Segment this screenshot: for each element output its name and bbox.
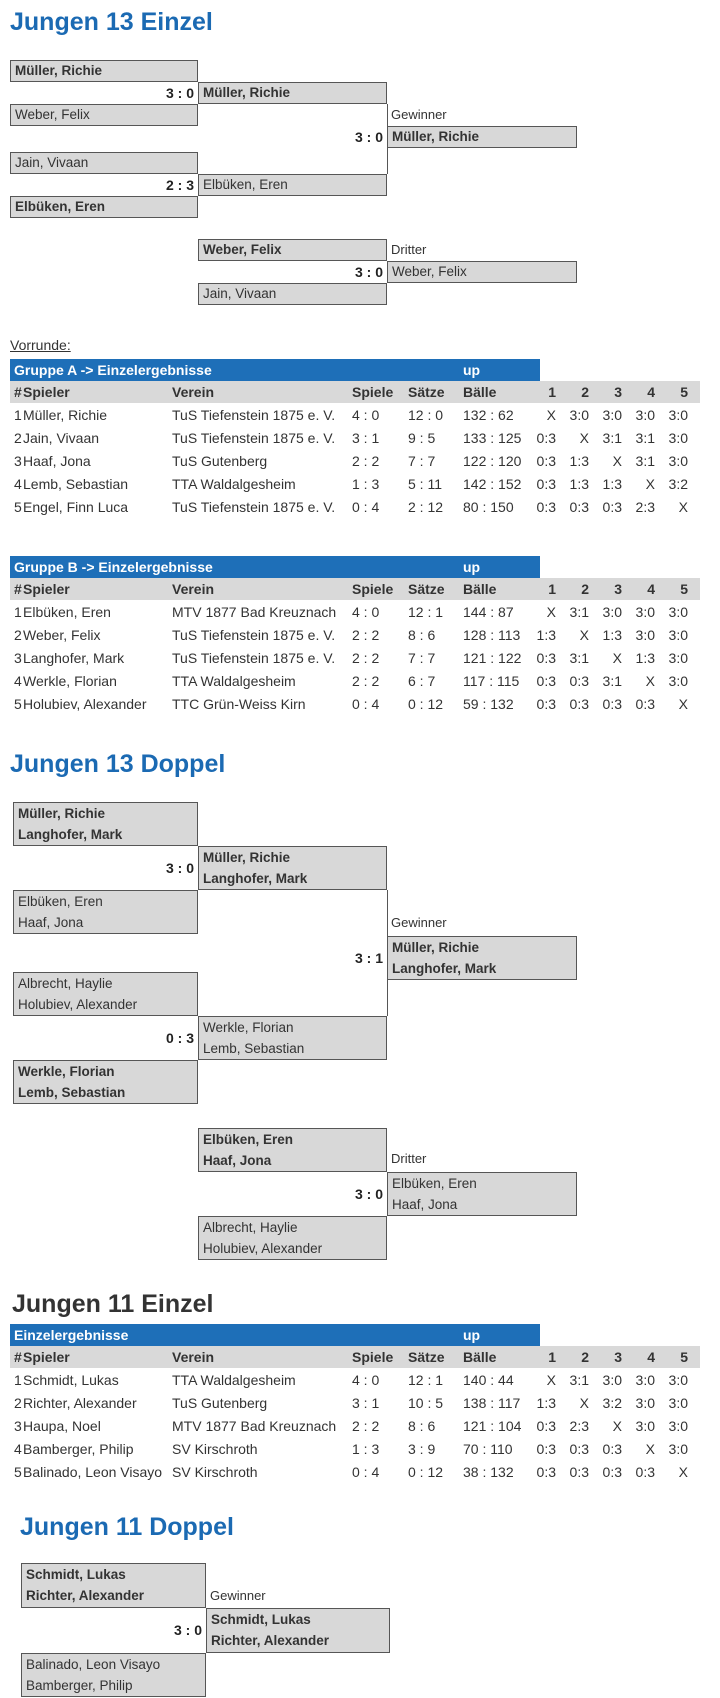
cell-balls: 142 : 152 <box>463 475 522 492</box>
cell-club: TTA Waldalgesheim <box>172 1371 296 1388</box>
cell-sets: 7 : 7 <box>408 452 436 469</box>
vorrunde-label: Vorrunde: <box>10 337 71 353</box>
cell-player: Weber, Felix <box>23 626 101 643</box>
col-5: 5 <box>655 1346 700 1368</box>
cell-balls: 140 : 44 <box>463 1371 514 1388</box>
col-4: 4 <box>622 381 655 403</box>
cell-club: TuS Tiefenstein 1875 e. V. <box>172 406 336 423</box>
cell-vs1: X <box>546 603 556 620</box>
cell-vs3: 3:0 <box>602 603 622 620</box>
cell-club: TuS Tiefenstein 1875 e. V. <box>172 498 336 515</box>
cell-games: 0 : 4 <box>352 1463 380 1480</box>
col-balls: Bälle <box>463 1346 523 1368</box>
section-title-jungen13-einzel: Jungen 13 Einzel <box>10 8 213 36</box>
table-row <box>10 449 700 472</box>
cell-vs2: 3:1 <box>569 1371 589 1388</box>
table-row <box>10 495 700 518</box>
match-score-third: 3 : 0 <box>354 264 383 280</box>
cell-games: 2 : 2 <box>352 452 380 469</box>
pair-player-1: Schmidt, Lukas <box>211 1612 311 1627</box>
col-1: 1 <box>523 1346 556 1368</box>
bracket-slot-third-top: Weber, Felix <box>198 239 387 261</box>
table-row <box>10 472 700 495</box>
cell-vs1: 0:3 <box>536 695 556 712</box>
cell-vs5: X <box>678 1463 688 1480</box>
cell-sets: 2 : 12 <box>408 498 444 515</box>
cell-vs1: 0:3 <box>536 1440 556 1457</box>
cell-vs4: 0:3 <box>635 695 655 712</box>
bracket-slot-sf2-winner: Elbüken, Eren <box>198 174 387 196</box>
cell-vs3: X <box>612 452 622 469</box>
cell-player: Elbüken, Eren <box>23 603 111 620</box>
cell-vs5: 3:0 <box>668 626 688 643</box>
cell-vs2: X <box>579 626 589 643</box>
cell-num: 5 <box>14 1463 22 1480</box>
cell-vs4: X <box>645 1440 655 1457</box>
winner-label: Gewinner <box>391 915 447 930</box>
cell-vs1: 0:3 <box>536 672 556 689</box>
winner-label: Gewinner <box>391 107 447 122</box>
cell-balls: 121 : 104 <box>463 1417 522 1434</box>
cell-club: TuS Gutenberg <box>172 452 268 469</box>
cell-player: Werkle, Florian <box>23 672 117 689</box>
cell-sets: 7 : 7 <box>408 649 436 666</box>
cell-balls: 80 : 150 <box>463 498 514 515</box>
cell-vs2: 0:3 <box>569 1463 589 1480</box>
col-games: Spiele <box>352 381 408 403</box>
col-2: 2 <box>556 1346 589 1368</box>
j11e-up-link[interactable]: up <box>463 1327 481 1343</box>
cell-vs4: 3:0 <box>635 603 655 620</box>
cell-club: SV Kirschroth <box>172 1440 258 1457</box>
cell-num: 3 <box>14 452 22 469</box>
bracket-slot-third-bottom: Jain, Vivaan <box>198 283 387 305</box>
cell-vs4: 3:0 <box>635 406 655 423</box>
col-player: Spieler <box>23 578 172 600</box>
section-title-jungen11-doppel: Jungen 11 Doppel <box>20 1513 234 1541</box>
cell-player: Haaf, Jona <box>23 452 91 469</box>
cell-games: 0 : 4 <box>352 498 380 515</box>
cell-num: 4 <box>14 475 22 492</box>
cell-player: Langhofer, Mark <box>23 649 125 666</box>
third-label: Dritter <box>391 242 427 257</box>
table-header-row <box>10 1346 700 1368</box>
bracket-slot-winner: Müller, Richie <box>387 126 577 148</box>
table-row <box>10 623 700 646</box>
cell-sets: 3 : 9 <box>408 1440 436 1457</box>
cell-club: MTV 1877 Bad Kreuznach <box>172 1417 337 1434</box>
cell-num: 2 <box>14 1394 22 1411</box>
cell-vs2: X <box>579 1394 589 1411</box>
cell-vs1: 1:3 <box>536 1394 556 1411</box>
bracket-slot-sf2-bottom <box>13 1060 198 1104</box>
cell-vs5: 3:0 <box>668 406 688 423</box>
col-sets: Sätze <box>408 1346 463 1368</box>
bracket-slot-sf2-top: Jain, Vivaan <box>10 152 198 174</box>
pair-player-1: Müller, Richie <box>203 850 291 865</box>
cell-club: SV Kirschroth <box>172 1463 258 1480</box>
table-row <box>10 1414 700 1437</box>
pair-player-2: Langhofer, Mark <box>203 871 308 886</box>
bracket-slot-third-top <box>198 1128 387 1172</box>
group-a-up-link[interactable]: up <box>463 362 481 378</box>
pair-player-1: Müller, Richie <box>18 806 106 821</box>
bracket-slot-sf1-top: Müller, Richie <box>10 60 198 82</box>
col-club: Verein <box>172 578 352 600</box>
pair-player-1: Müller, Richie <box>392 940 480 955</box>
cell-balls: 132 : 62 <box>463 406 514 423</box>
cell-player: Richter, Alexander <box>23 1394 137 1411</box>
table-header-row <box>10 578 700 600</box>
cell-vs2: 2:3 <box>569 1417 589 1434</box>
col-3: 3 <box>589 1346 622 1368</box>
cell-vs1: 0:3 <box>536 452 556 469</box>
group-b-header-bar <box>10 556 540 578</box>
col-3: 3 <box>589 381 622 403</box>
pair-player-1: Albrecht, Haylie <box>18 976 113 991</box>
cell-num: 5 <box>14 695 22 712</box>
cell-player: Balinado, Leon Visayo <box>23 1463 163 1480</box>
col-balls: Bälle <box>463 578 523 600</box>
cell-balls: 38 : 132 <box>463 1463 514 1480</box>
pair-player-2: Richter, Alexander <box>26 1588 145 1603</box>
cell-games: 1 : 3 <box>352 475 380 492</box>
cell-vs1: 0:3 <box>536 429 556 446</box>
match-score-final: 3 : 0 <box>354 129 383 145</box>
cell-vs1: 0:3 <box>536 475 556 492</box>
cell-player: Jain, Vivaan <box>23 429 100 446</box>
table-row <box>10 1437 700 1460</box>
cell-player: Holubiev, Alexander <box>23 695 147 712</box>
cell-games: 2 : 2 <box>352 626 380 643</box>
col-games: Spiele <box>352 578 408 600</box>
cell-vs5: 3:0 <box>668 1417 688 1434</box>
cell-sets: 0 : 12 <box>408 695 444 712</box>
col-2: 2 <box>556 381 589 403</box>
cell-vs1: 0:3 <box>536 649 556 666</box>
cell-vs3: X <box>612 649 622 666</box>
pair-player-2: Lemb, Sebastian <box>18 1085 126 1100</box>
cell-vs4: 3:1 <box>635 429 655 446</box>
cell-balls: 122 : 120 <box>463 452 522 469</box>
col-sets: Sätze <box>408 578 463 600</box>
table-row <box>10 1391 700 1414</box>
cell-sets: 8 : 6 <box>408 1417 436 1434</box>
cell-vs3: 0:3 <box>602 1463 622 1480</box>
cell-balls: 70 : 110 <box>463 1440 513 1457</box>
cell-club: TTA Waldalgesheim <box>172 672 296 689</box>
cell-games: 1 : 3 <box>352 1440 380 1457</box>
match-score-final: 3 : 1 <box>354 950 383 966</box>
cell-vs1: 0:3 <box>536 498 556 515</box>
bracket-slot-sf1-bottom <box>13 890 198 934</box>
cell-balls: 117 : 115 <box>463 672 520 689</box>
cell-vs2: 3:1 <box>569 603 589 620</box>
cell-player: Lemb, Sebastian <box>23 475 129 492</box>
table-row <box>10 692 700 715</box>
cell-games: 3 : 1 <box>352 1394 380 1411</box>
pair-player-1: Balinado, Leon Visayo <box>26 1657 161 1672</box>
pair-player-1: Elbüken, Eren <box>203 1132 294 1147</box>
cell-vs4: X <box>645 672 655 689</box>
match-score-sf2: 2 : 3 <box>165 177 194 193</box>
bracket-slot-sf1-winner: Müller, Richie <box>198 82 387 104</box>
cell-vs4: 0:3 <box>635 1463 655 1480</box>
col-4: 4 <box>622 1346 655 1368</box>
cell-games: 4 : 0 <box>352 1371 380 1388</box>
group-b-bar-label: Gruppe B -> Einzelergebnisse <box>14 559 213 575</box>
cell-balls: 121 : 122 <box>463 649 522 666</box>
col-club: Verein <box>172 381 352 403</box>
col-games: Spiele <box>352 1346 408 1368</box>
cell-num: 3 <box>14 1417 22 1434</box>
cell-num: 1 <box>14 406 22 423</box>
j11e-header-bar <box>10 1324 540 1346</box>
j11e-bar-label: Einzelergebnisse <box>14 1327 129 1343</box>
match-score-sf2: 0 : 3 <box>165 1030 194 1046</box>
cell-games: 3 : 1 <box>352 429 380 446</box>
cell-vs3: 1:3 <box>602 475 622 492</box>
cell-num: 2 <box>14 429 22 446</box>
bracket-slot-sf2-winner <box>198 1016 387 1060</box>
bracket-slot-sf1-top <box>13 802 198 846</box>
pair-player-1: Werkle, Florian <box>203 1020 294 1035</box>
col-player: Spieler <box>23 381 172 403</box>
cell-vs5: X <box>678 498 688 515</box>
cell-games: 2 : 2 <box>352 1417 380 1434</box>
col-1: 1 <box>523 578 556 600</box>
col-balls: Bälle <box>463 381 523 403</box>
col-sets: Sätze <box>408 381 463 403</box>
pair-player-1: Elbüken, Eren <box>392 1176 477 1191</box>
cell-games: 4 : 0 <box>352 406 380 423</box>
pair-player-1: Werkle, Florian <box>18 1064 115 1079</box>
cell-sets: 6 : 7 <box>408 672 436 689</box>
cell-sets: 12 : 1 <box>408 1371 444 1388</box>
cell-vs5: 3:0 <box>668 1371 688 1388</box>
cell-num: 4 <box>14 672 22 689</box>
cell-vs2: 0:3 <box>569 672 589 689</box>
cell-vs5: 3:0 <box>668 672 688 689</box>
col-5: 5 <box>655 578 700 600</box>
cell-vs3: 3:1 <box>602 672 622 689</box>
cell-vs2: 0:3 <box>569 1440 589 1457</box>
pair-player-2: Bamberger, Philip <box>26 1678 133 1693</box>
cell-balls: 59 : 132 <box>463 695 514 712</box>
col-5: 5 <box>655 381 700 403</box>
bracket-slot-third-winner: Weber, Felix <box>387 261 577 283</box>
cell-sets: 9 : 5 <box>408 429 436 446</box>
table-row <box>10 1368 700 1391</box>
pair-player-2: Haaf, Jona <box>18 915 84 930</box>
pair-player-2: Holubiev, Alexander <box>18 997 138 1012</box>
col-3: 3 <box>589 578 622 600</box>
cell-player: Müller, Richie <box>23 406 108 423</box>
cell-games: 2 : 2 <box>352 672 380 689</box>
col-num: # <box>10 381 23 403</box>
cell-num: 2 <box>14 626 22 643</box>
group-a-results-table <box>10 381 700 518</box>
cell-vs2: 3:1 <box>569 649 589 666</box>
cell-vs4: 3:1 <box>635 452 655 469</box>
cell-num: 5 <box>14 498 22 515</box>
pair-player-2: Richter, Alexander <box>211 1633 330 1648</box>
bracket-slot-sf2-bottom: Elbüken, Eren <box>10 196 198 218</box>
cell-vs2: 1:3 <box>569 475 589 492</box>
cell-club: TuS Tiefenstein 1875 e. V. <box>172 649 336 666</box>
table-row <box>10 426 700 449</box>
col-club: Verein <box>172 1346 352 1368</box>
cell-balls: 128 : 113 <box>463 626 521 643</box>
cell-num: 4 <box>14 1440 22 1457</box>
cell-vs3: 3:0 <box>602 406 622 423</box>
cell-club: TuS Tiefenstein 1875 e. V. <box>172 429 336 446</box>
table-row <box>10 403 700 426</box>
cell-games: 4 : 0 <box>352 603 380 620</box>
cell-vs5: 3:0 <box>668 1394 688 1411</box>
cell-vs3: 3:2 <box>602 1394 622 1411</box>
cell-club: TTA Waldalgesheim <box>172 475 296 492</box>
section-title-jungen11-einzel: Jungen 11 Einzel <box>12 1290 214 1318</box>
col-num: # <box>10 578 23 600</box>
cell-vs5: 3:0 <box>668 1440 688 1457</box>
cell-games: 2 : 2 <box>352 649 380 666</box>
table-row <box>10 600 700 623</box>
cell-player: Bamberger, Philip <box>23 1440 134 1457</box>
bracket-slot-winner <box>387 936 577 980</box>
bracket-slot-sf2-top <box>13 972 198 1016</box>
table-row <box>10 1460 700 1483</box>
cell-sets: 10 : 5 <box>408 1394 444 1411</box>
col-2: 2 <box>556 578 589 600</box>
bracket-slot-sf1-winner <box>198 846 387 890</box>
pair-player-1: Elbüken, Eren <box>18 894 103 909</box>
cell-vs1: X <box>546 406 556 423</box>
cell-vs5: X <box>678 695 688 712</box>
cell-vs4: 3:0 <box>635 1417 655 1434</box>
group-b-up-link[interactable]: up <box>463 559 481 575</box>
bracket-slot-third-bottom <box>198 1216 387 1260</box>
pair-player-2: Holubiev, Alexander <box>203 1241 323 1256</box>
cell-vs3: 3:0 <box>602 1371 622 1388</box>
pair-player-2: Haaf, Jona <box>203 1153 272 1168</box>
cell-vs4: 3:0 <box>635 1371 655 1388</box>
bracket-slot-final-bottom <box>21 1653 206 1697</box>
cell-sets: 0 : 12 <box>408 1463 444 1480</box>
cell-balls: 144 : 87 <box>463 603 514 620</box>
cell-vs3: 0:3 <box>602 1440 622 1457</box>
cell-vs3: 0:3 <box>602 695 622 712</box>
bracket-slot-winner <box>206 1608 390 1653</box>
cell-club: TuS Tiefenstein 1875 e. V. <box>172 626 336 643</box>
cell-vs2: 0:3 <box>569 695 589 712</box>
cell-vs1: 1:3 <box>536 626 556 643</box>
match-score-sf1: 3 : 0 <box>165 860 194 876</box>
cell-player: Haupa, Noel <box>23 1417 101 1434</box>
third-label: Dritter <box>391 1151 427 1166</box>
cell-vs1: 0:3 <box>536 1463 556 1480</box>
match-score-final: 3 : 0 <box>173 1622 202 1638</box>
col-1: 1 <box>523 381 556 403</box>
cell-vs1: X <box>546 1371 556 1388</box>
cell-vs5: 3:0 <box>668 429 688 446</box>
pair-player-2: Haaf, Jona <box>392 1197 458 1212</box>
cell-num: 1 <box>14 1371 22 1388</box>
group-a-bar-label: Gruppe A -> Einzelergebnisse <box>14 362 212 378</box>
bracket-slot-final-top <box>21 1563 206 1608</box>
pair-player-2: Lemb, Sebastian <box>203 1041 305 1056</box>
cell-vs3: X <box>612 1417 622 1434</box>
col-num: # <box>10 1346 23 1368</box>
cell-games: 0 : 4 <box>352 695 380 712</box>
group-b-results-table <box>10 578 700 715</box>
cell-sets: 12 : 0 <box>408 406 444 423</box>
cell-vs4: 3:0 <box>635 626 655 643</box>
cell-balls: 133 : 125 <box>463 429 522 446</box>
cell-vs3: 3:1 <box>602 429 622 446</box>
cell-num: 1 <box>14 603 22 620</box>
table-header-row <box>10 381 700 403</box>
cell-sets: 5 : 11 <box>408 475 442 492</box>
cell-vs2: X <box>579 429 589 446</box>
cell-vs5: 3:2 <box>668 475 688 492</box>
pair-player-1: Schmidt, Lukas <box>26 1567 126 1582</box>
j11e-results-table <box>10 1346 700 1483</box>
cell-player: Schmidt, Lukas <box>23 1371 119 1388</box>
pair-player-1: Albrecht, Haylie <box>203 1220 298 1235</box>
cell-club: TTC Grün-Weiss Kirn <box>172 695 306 712</box>
cell-vs4: 3:0 <box>635 1394 655 1411</box>
col-player: Spieler <box>23 1346 172 1368</box>
cell-vs2: 1:3 <box>569 452 589 469</box>
cell-num: 3 <box>14 649 22 666</box>
cell-vs5: 3:0 <box>668 603 688 620</box>
cell-vs1: 0:3 <box>536 1417 556 1434</box>
section-title-jungen13-doppel: Jungen 13 Doppel <box>10 750 226 778</box>
cell-vs3: 1:3 <box>602 626 622 643</box>
cell-vs4: 1:3 <box>635 649 655 666</box>
cell-vs2: 3:0 <box>569 406 589 423</box>
match-score-third: 3 : 0 <box>354 1186 383 1202</box>
table-row <box>10 646 700 669</box>
col-4: 4 <box>622 578 655 600</box>
cell-club: MTV 1877 Bad Kreuznach <box>172 603 337 620</box>
bracket-slot-third-winner <box>387 1172 577 1216</box>
cell-vs4: 2:3 <box>635 498 655 515</box>
bracket-slot-sf1-bottom: Weber, Felix <box>10 104 198 126</box>
cell-vs3: 0:3 <box>602 498 622 515</box>
cell-sets: 12 : 1 <box>408 603 444 620</box>
cell-club: TuS Gutenberg <box>172 1394 268 1411</box>
pair-player-2: Langhofer, Mark <box>18 827 123 842</box>
cell-vs5: 3:0 <box>668 649 688 666</box>
pair-player-2: Langhofer, Mark <box>392 961 497 976</box>
cell-vs5: 3:0 <box>668 452 688 469</box>
cell-vs4: X <box>645 475 655 492</box>
group-a-header-bar <box>10 359 540 381</box>
cell-vs2: 0:3 <box>569 498 589 515</box>
match-score-sf1: 3 : 0 <box>165 85 194 101</box>
table-row <box>10 669 700 692</box>
cell-sets: 8 : 6 <box>408 626 436 643</box>
winner-label: Gewinner <box>210 1588 266 1603</box>
cell-player: Engel, Finn Luca <box>23 498 129 515</box>
cell-balls: 138 : 117 <box>463 1394 521 1411</box>
